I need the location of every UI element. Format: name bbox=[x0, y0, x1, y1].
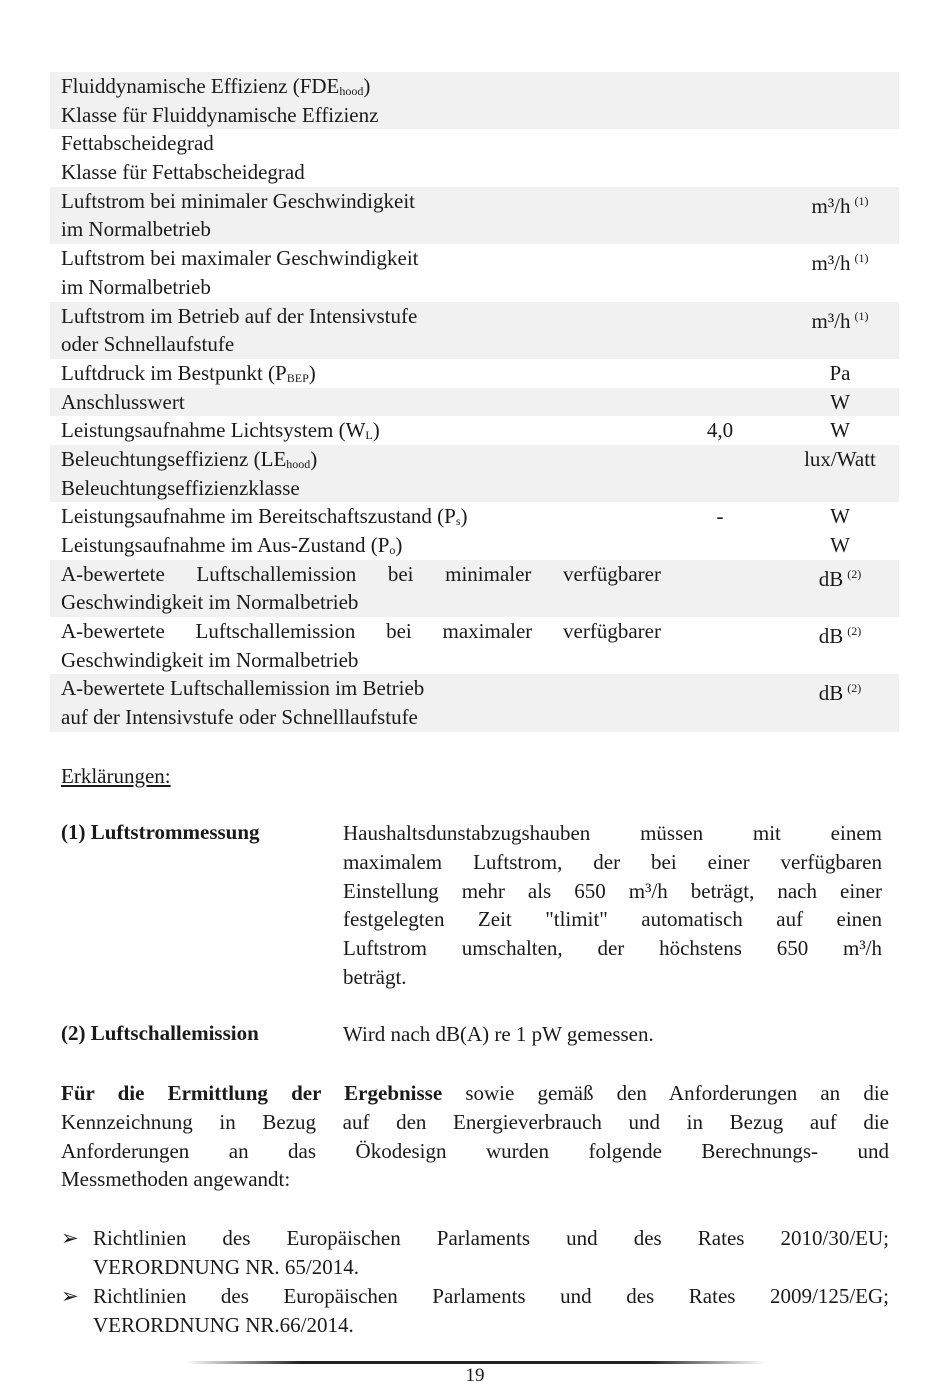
spec-row bbox=[50, 302, 899, 359]
spec-footnote-ref: (1) bbox=[854, 193, 869, 208]
spec-row bbox=[50, 187, 899, 244]
methods-bold: Für die Ermittlung der Ergebnisse bbox=[61, 1081, 443, 1105]
spec-label-text: Luftstrom im Betrieb auf der Intensivstufe bbox=[61, 303, 418, 328]
note1-line: Haushaltsdunstabzugshauben müssen mit einem bbox=[343, 821, 882, 845]
spec-unit bbox=[790, 359, 890, 388]
spec-unit bbox=[790, 560, 890, 589]
note1-line: festgelegten Zeit "tlimit" automatisch auf einen bbox=[343, 907, 882, 932]
spec-unit bbox=[790, 502, 890, 531]
spec-value bbox=[690, 674, 750, 703]
spec-label-line: Beleuchtungseffizienz (LEhood) bbox=[61, 446, 318, 471]
spec-label-subscript: BEP bbox=[286, 370, 309, 385]
spec-unit-text: m³/h bbox=[811, 193, 851, 218]
spec-unit bbox=[790, 445, 890, 474]
page-number: 19 bbox=[465, 1365, 485, 1386]
spec-label-line bbox=[50, 215, 899, 244]
spec-unit bbox=[790, 302, 890, 331]
spec-label-text: Luftdruck im Bestpunkt (P bbox=[61, 360, 287, 385]
spec-label-line bbox=[50, 617, 899, 649]
spec-label-line bbox=[50, 646, 899, 675]
bullet-line: VERORDNUNG NR. 65/2014. bbox=[93, 1254, 360, 1279]
spec-label-line bbox=[50, 388, 899, 417]
spec-label-line bbox=[50, 244, 899, 276]
spec-label-line: Leistungsaufnahme im Bereitschaftszustand (Ps) bbox=[61, 504, 468, 529]
footer-rule bbox=[185, 1361, 765, 1364]
spec-label-line: Leistungsaufnahme im Aus-Zustand (Po) bbox=[61, 533, 403, 557]
spec-value: - bbox=[716, 504, 724, 529]
spec-unit-text: W bbox=[830, 389, 850, 414]
spec-row bbox=[50, 502, 899, 531]
spec-unit-text: dB bbox=[818, 624, 844, 649]
spec-row bbox=[50, 445, 899, 502]
bullet-item bbox=[61, 1224, 889, 1282]
bullet-item bbox=[61, 1282, 889, 1340]
spec-label-text: Fettabscheidegrad bbox=[61, 131, 214, 156]
spec-value bbox=[690, 617, 750, 646]
spec-label-text: Luftstrom bei minimaler Geschwindigkeit bbox=[61, 188, 416, 213]
methods-line: Kennzeichnung in Bezug auf den Energieverbrauch und in Bezug auf die bbox=[61, 1109, 889, 1134]
note2-text: Wird nach dB(A) re 1 pW gemessen. bbox=[343, 1022, 654, 1046]
spec-label-text: A-bewertete Luftschallemission bei maximaler verfügbarer bbox=[61, 619, 661, 644]
bullet-line: Richtlinien des Europäischen Parlaments und des Rates 2010/30/EU; bbox=[93, 1226, 889, 1250]
spec-label-text: Klasse für Fluiddynamische Effizienz bbox=[61, 102, 379, 127]
spec-value bbox=[690, 187, 750, 216]
spec-unit bbox=[790, 388, 890, 417]
spec-unit bbox=[790, 531, 890, 560]
methods-line: Messmethoden angewandt: bbox=[61, 1167, 291, 1192]
spec-label-text: oder Schnellaufstufe bbox=[61, 332, 235, 357]
spec-label-line bbox=[50, 703, 899, 732]
spec-unit-text: m³/h bbox=[811, 251, 851, 276]
spec-unit-text: W bbox=[830, 533, 850, 557]
note1-line: Luftstrom umschalten, der höchstens 650 m³/h bbox=[343, 936, 882, 961]
spec-label-line bbox=[50, 101, 899, 130]
spec-value bbox=[690, 72, 750, 101]
spec-row bbox=[50, 531, 899, 560]
spec-label-line bbox=[50, 674, 899, 706]
spec-value bbox=[690, 359, 750, 388]
spec-unit-text: W bbox=[830, 418, 850, 443]
spec-unit bbox=[790, 72, 890, 101]
spec-row bbox=[50, 129, 899, 186]
spec-unit-text: m³/h bbox=[811, 308, 851, 333]
spec-row bbox=[50, 674, 899, 731]
spec-unit-text: lux/Watt bbox=[804, 446, 876, 471]
spec-label-text: im Normalbetrieb bbox=[61, 274, 211, 299]
spec-row bbox=[50, 388, 899, 417]
methods-line: Anforderungen an das Ökodesign wurden folgende Berechnungs- und bbox=[61, 1138, 889, 1163]
spec-value: 4,0 bbox=[706, 418, 734, 443]
note1-line: Einstellung mehr als 650 m³/h beträgt, nach einer bbox=[343, 878, 882, 903]
spec-label-text: A-bewertete Luftschallemission im Betrieb bbox=[61, 676, 425, 701]
spec-label-line: Luftdruck im Bestpunkt (PBEP) bbox=[61, 360, 316, 385]
spec-label-line bbox=[50, 273, 899, 302]
note1-text bbox=[343, 819, 882, 992]
spec-unit bbox=[790, 129, 890, 158]
spec-value bbox=[690, 560, 750, 589]
spec-row bbox=[50, 416, 899, 445]
spec-unit bbox=[790, 416, 890, 445]
spec-unit-text: W bbox=[830, 504, 850, 529]
spec-unit-text: Pa bbox=[829, 360, 851, 385]
spec-footnote-ref: (2) bbox=[847, 624, 862, 639]
arrow-bullet-icon: ➢ bbox=[61, 1226, 79, 1250]
spec-footnote-ref: (2) bbox=[847, 681, 862, 696]
spec-label-line bbox=[50, 330, 899, 359]
note1-term: (1) Luftstrommessung bbox=[61, 820, 260, 844]
spec-label-text: im Normalbetrieb bbox=[61, 217, 211, 242]
spec-unit bbox=[790, 674, 890, 706]
explanations-heading: Erklärungen: bbox=[61, 764, 171, 788]
spec-value bbox=[690, 445, 750, 474]
spec-unit bbox=[790, 617, 890, 649]
spec-label-text: Beleuchtungseffizienzklasse bbox=[61, 475, 300, 500]
bullet-line: Richtlinien des Europäischen Parlaments und des Rates 2009/125/EG; bbox=[93, 1284, 889, 1308]
spec-label-text: Klasse für Fettabscheidegrad bbox=[61, 160, 305, 185]
spec-label-line bbox=[50, 187, 899, 216]
arrow-bullet-icon: ➢ bbox=[61, 1284, 79, 1308]
spec-value bbox=[690, 129, 750, 158]
spec-label-line: Fluiddynamische Effizienz (FDEhood) bbox=[61, 74, 371, 98]
spec-footnote-ref: (2) bbox=[847, 566, 862, 581]
spec-footnote-ref: (1) bbox=[854, 308, 869, 323]
bullet-line: VERORDNUNG NR.66/2014. bbox=[93, 1312, 354, 1337]
spec-unit bbox=[790, 187, 890, 216]
spec-table bbox=[50, 72, 899, 732]
spec-label-line: Leistungsaufnahme Lichtsystem (WL) bbox=[61, 418, 380, 443]
spec-label-line bbox=[50, 129, 899, 158]
note1-line: maximalem Luftstrom, der bei einer verfügbaren bbox=[343, 849, 882, 874]
note1-line: beträgt. bbox=[343, 964, 407, 989]
methods-line1-rest: sowie gemäß den Anforderungen an die bbox=[442, 1081, 889, 1105]
spec-label-subscript: hood bbox=[286, 456, 311, 471]
spec-label-text: auf der Intensivstufe oder Schnelllaufstufe bbox=[61, 705, 418, 730]
spec-row bbox=[50, 617, 899, 674]
spec-footnote-ref: (1) bbox=[854, 251, 869, 266]
spec-label-subscript: L bbox=[365, 428, 373, 443]
spec-unit bbox=[790, 244, 890, 276]
spec-row bbox=[50, 359, 899, 388]
spec-label-text: A-bewertete Luftschallemission bei minimaler verfügbarer bbox=[61, 561, 661, 586]
spec-label-line bbox=[50, 302, 899, 331]
spec-value bbox=[690, 388, 750, 417]
spec-value bbox=[690, 244, 750, 273]
spec-label-line bbox=[50, 588, 899, 617]
spec-label-line bbox=[50, 560, 899, 589]
spec-row bbox=[50, 72, 899, 129]
spec-value bbox=[690, 302, 750, 331]
spec-row bbox=[50, 244, 899, 301]
spec-label-text: Leistungsaufnahme im Bereitschaftszustand (P bbox=[61, 504, 456, 529]
spec-label-text: Fluiddynamische Effizienz (FDE bbox=[61, 74, 340, 98]
spec-unit-text: dB bbox=[818, 681, 844, 706]
spec-label-text: Anschlusswert bbox=[61, 389, 185, 414]
spec-label-subscript: o bbox=[389, 543, 396, 557]
spec-value bbox=[690, 531, 750, 560]
spec-label-text: Leistungsaufnahme im Aus-Zustand (P bbox=[61, 533, 390, 557]
spec-row bbox=[50, 560, 899, 617]
spec-unit-text: dB bbox=[818, 566, 844, 591]
note2-term: (2) Luftschallemission bbox=[61, 1021, 259, 1045]
spec-label-text: Beleuchtungseffizienz (LE bbox=[61, 446, 287, 471]
spec-label-text: Luftstrom bei maximaler Geschwindigkeit bbox=[61, 246, 419, 271]
spec-label-text: Leistungsaufnahme Lichtsystem (W bbox=[61, 418, 366, 443]
spec-label-subscript: s bbox=[455, 514, 461, 529]
spec-label-line bbox=[50, 158, 899, 187]
spec-label-subscript: hood bbox=[339, 84, 364, 98]
spec-label-text: Geschwindigkeit im Normalbetrieb bbox=[61, 647, 359, 672]
methods-paragraph bbox=[61, 1079, 889, 1194]
spec-label-line bbox=[50, 474, 899, 503]
spec-label-text: Geschwindigkeit im Normalbetrieb bbox=[61, 590, 359, 615]
